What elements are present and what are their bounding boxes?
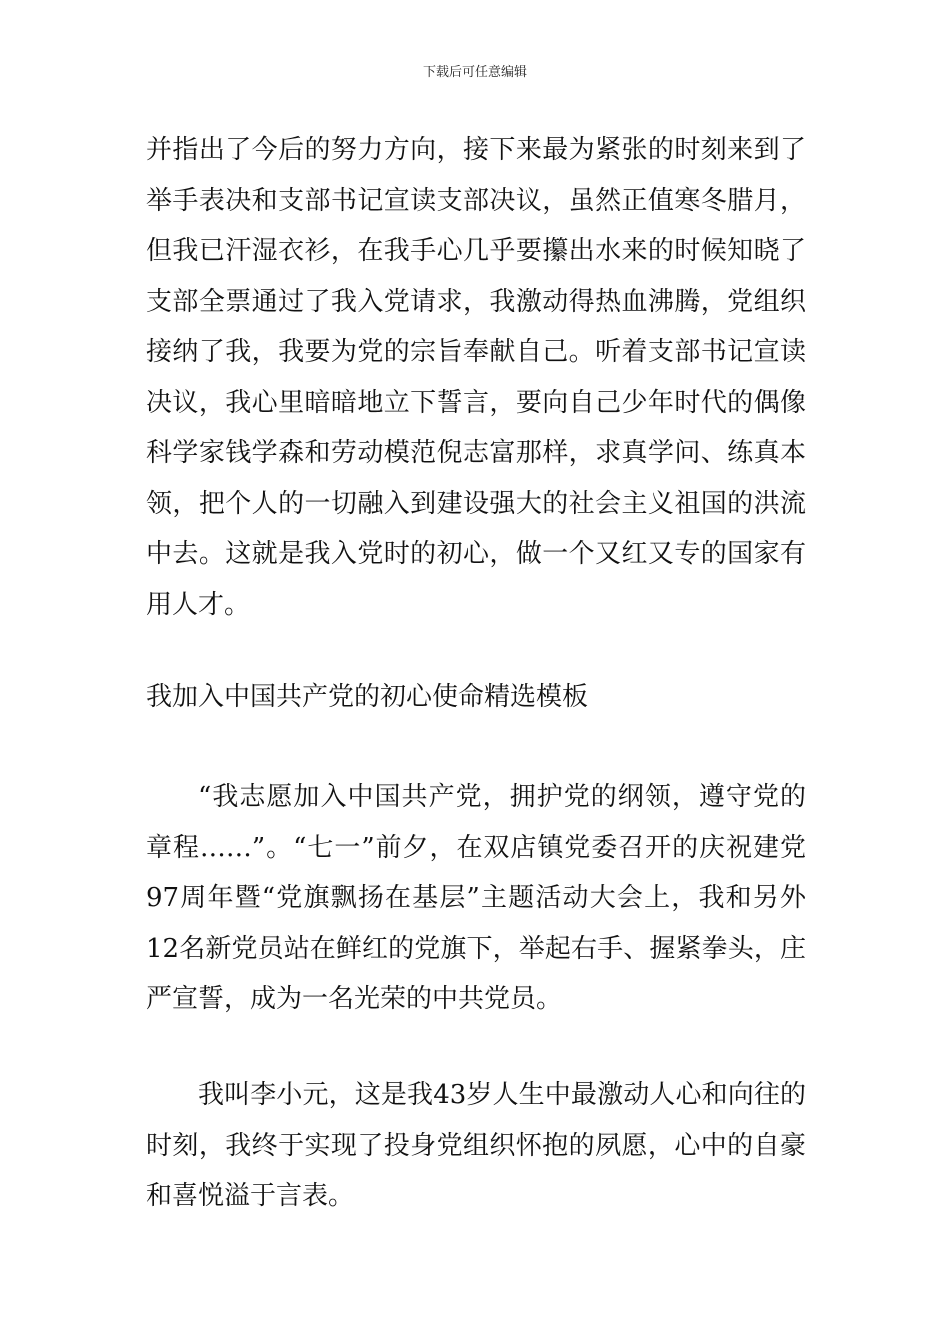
paragraph-1: 并指出了今后的努力方向，接下来最为紧张的时刻来到了举手表决和支部书记宣读支部决议，虽然正值寒冬腊月，但我已汗湿衣衫，在我手心几乎要攥出水来的时候知晓了支部全票通过了我入党请求，我激动得热血沸腾，党组织接纳了我，我要为党的宗旨奉献自己。听着支部书记宣读决议，我心里暗暗地立下誓言，要向自己少年时代的偶像科学家钱学森和劳动模范倪志富那样，求真学问、练真本领，把个人的一切融入到建设强大的社会主义祖国的洪流中去。这就是我入党时的初心，做一个又红又专的国家有用人才。 xyxy=(146,135,806,620)
page-header: 下载后可任意编辑 xyxy=(422,65,527,80)
section-heading: 我加入中国共产党的初心使命精选模板 xyxy=(146,682,589,712)
paragraph-2: “我志愿加入中国共产党，拥护党的纲领，遵守党的章程……”。“七一”前夕，在双店镇党委召开的庆祝建党97周年暨“党旗飘扬在基层”主题活动大会上，我和另外12名新党员站在鲜红的党旗下，举起右手、握紧拳头，庄严宣誓，成为一名光荣的中共党员。 xyxy=(146,782,806,1014)
paragraph-3: 我叫李小元，这是我43岁人生中最激动人心和向往的时刻，我终于实现了投身党组织怀抱的夙愿，心中的自豪和喜悦溢于言表。 xyxy=(146,1080,806,1211)
